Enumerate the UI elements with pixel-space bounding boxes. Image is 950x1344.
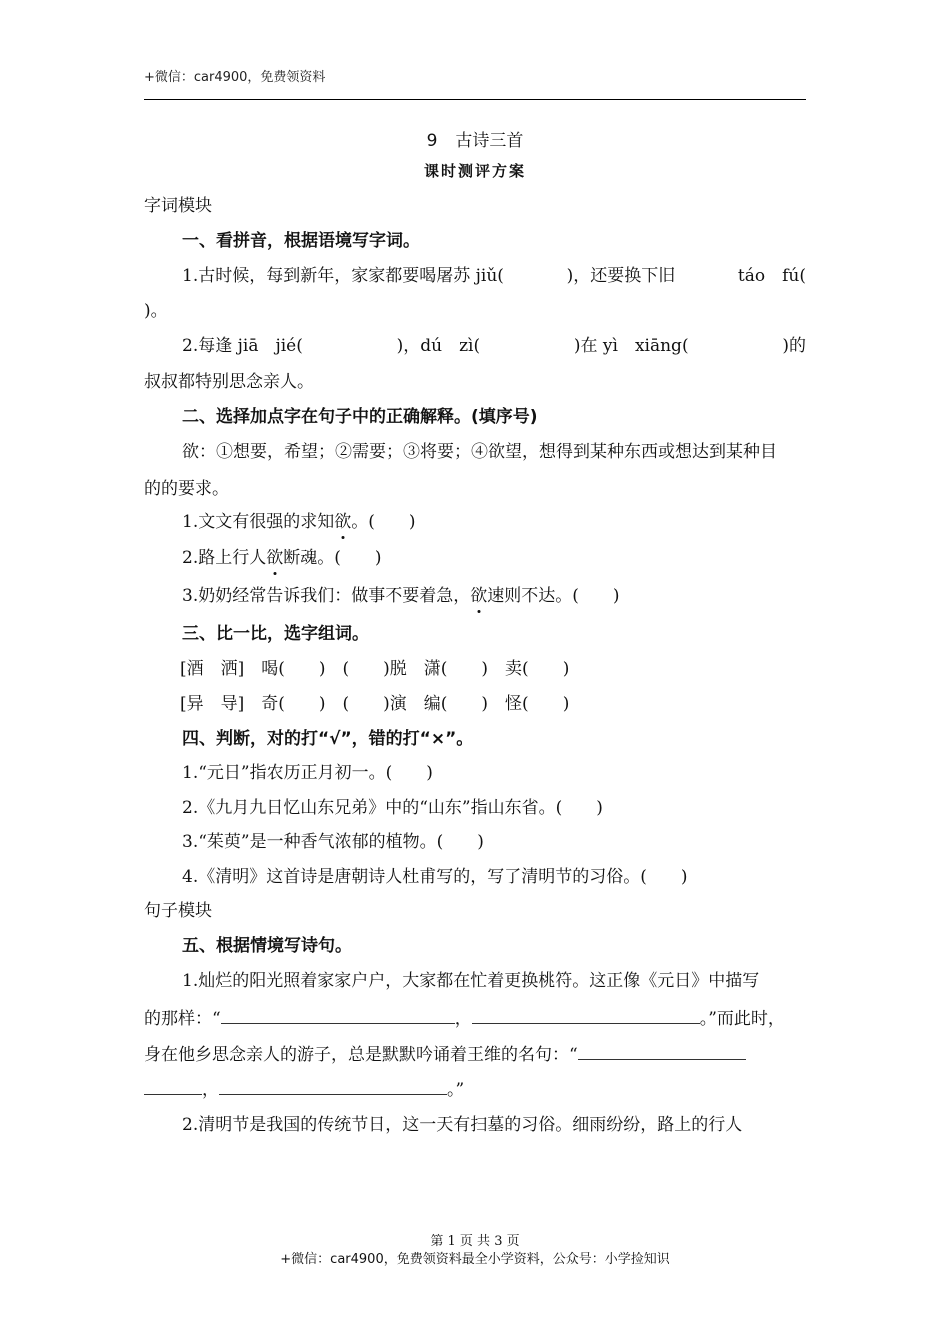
q2-item-2 [144,546,844,570]
q5-line1: 1.灿烂的阳光照着家家户户，大家都在忙着更换桃符。这正像《元日》中描写 [182,971,760,991]
q5-l4-comma: ， [202,1080,219,1100]
q3-row-2: [异 导] 奇( ) ( )演 编( ) 怪( ) [180,694,570,714]
q2-i1-text: 1.文文有很强的求知 [182,512,335,532]
q5-blank-1[interactable] [221,1007,455,1024]
q1-line2 [144,334,806,358]
q3-heading: 三、比一比，选字组词。 [182,624,369,644]
q1-l1a: 1.古时候，每到新年，家家都要喝屠苏 jiǔ( [182,266,504,286]
q2-i3-text: 3.奶奶经常告诉我们：做事不要着急， [182,586,471,606]
lesson-number: 9 [426,131,438,151]
q5-l2-start: 的那样：“ [144,1009,221,1029]
page-title [0,126,950,151]
q1-l1c: táo fú( [737,266,806,286]
q1-heading: 一、看拼音，根据语境写字词。 [182,231,420,251]
header-rule [144,99,806,100]
q2-i2-dotted: 欲 [266,548,284,568]
q5-blank-3-cont[interactable] [144,1078,202,1095]
q5-line4 [144,1078,806,1102]
q1-line1-end: )。 [144,301,168,321]
footer-text: +微信：car4900，免费领资料最全小学资料，公众号：小学捡知识 [280,1252,670,1267]
q5-line3 [144,1043,806,1067]
q2-item-1 [144,510,844,534]
q5-l2-end: 。”而此时， [699,1009,785,1029]
q2-definition: 欲：①想要，希望；②需要；③将要；④欲望，想得到某种东西或想达到某种目 [182,442,777,462]
q2-item-3 [144,584,844,608]
q5-heading: 五、根据情境写诗句。 [182,936,352,956]
q5-l4-end: 。” [447,1080,465,1100]
q5-line5: 2.清明节是我国的传统节日，这一天有扫墓的习俗。细雨纷纷，路上的行人 [182,1115,743,1135]
header-text: +微信：car4900，免费领资料 [144,70,326,85]
q2-definition-end: 的的要求。 [144,479,229,499]
q5-line2 [144,1007,806,1031]
q5-l2-comma: ， [454,1009,472,1029]
q2-i1-answer: 。( ) [351,512,416,532]
q1-l1b: )，还要换下旧 [566,266,676,286]
section-ci: 字词模块 [144,196,212,216]
q5-l3-text: 身在他乡思念亲人的游子，总是默默吟诵着王维的名句：“ [144,1045,578,1065]
q4-item-3: 3.“茱萸”是一种香气浓郁的植物。( ) [182,832,484,852]
page-number: 第 1 页 共 3 页 [430,1234,520,1249]
q1-l2d: )的 [782,336,806,356]
q4-heading: 四、判断，对的打“√”，错的打“×”。 [182,729,474,749]
q1-l2b: )，dú zì( [396,336,481,356]
page-subtitle: 课时测评方案 [423,162,526,180]
q4-item-1: 1.“元日”指农历正月初一。( ) [182,763,433,783]
q2-i3-answer: 速则不达。( ) [487,586,620,606]
q1-line2-end: 叔叔都特别思念亲人。 [144,372,314,392]
q4-item-2: 2.《九月九日忆山东兄弟》中的“山东”指山东省。( ) [182,798,603,818]
q1-line1 [144,264,806,288]
q2-i2-answer: 断魂。( ) [283,548,382,568]
section-juzi: 句子模块 [144,901,212,921]
q2-i1-dotted: 欲 [334,512,352,532]
q5-blank-3[interactable] [578,1043,746,1060]
q1-l2c: )在 yì xiāng( [573,336,689,356]
q2-heading: 二、选择加点字在句子中的正确解释。(填序号) [182,407,538,427]
q5-blank-4[interactable] [219,1078,447,1095]
q5-blank-2[interactable] [472,1007,700,1024]
q2-i3-dotted: 欲 [470,586,488,606]
q2-i2-text: 2.路上行人 [182,548,267,568]
q1-l2a: 2.每逢 jiā jié( [182,336,303,356]
q4-item-4: 4.《清明》这首诗是唐朝诗人杜甫写的，写了清明节的习俗。( ) [182,867,688,887]
q3-row-1: [酒 洒] 喝( ) ( )脱 潇( ) 卖( ) [180,659,570,679]
lesson-title: 古诗三首 [455,131,524,151]
